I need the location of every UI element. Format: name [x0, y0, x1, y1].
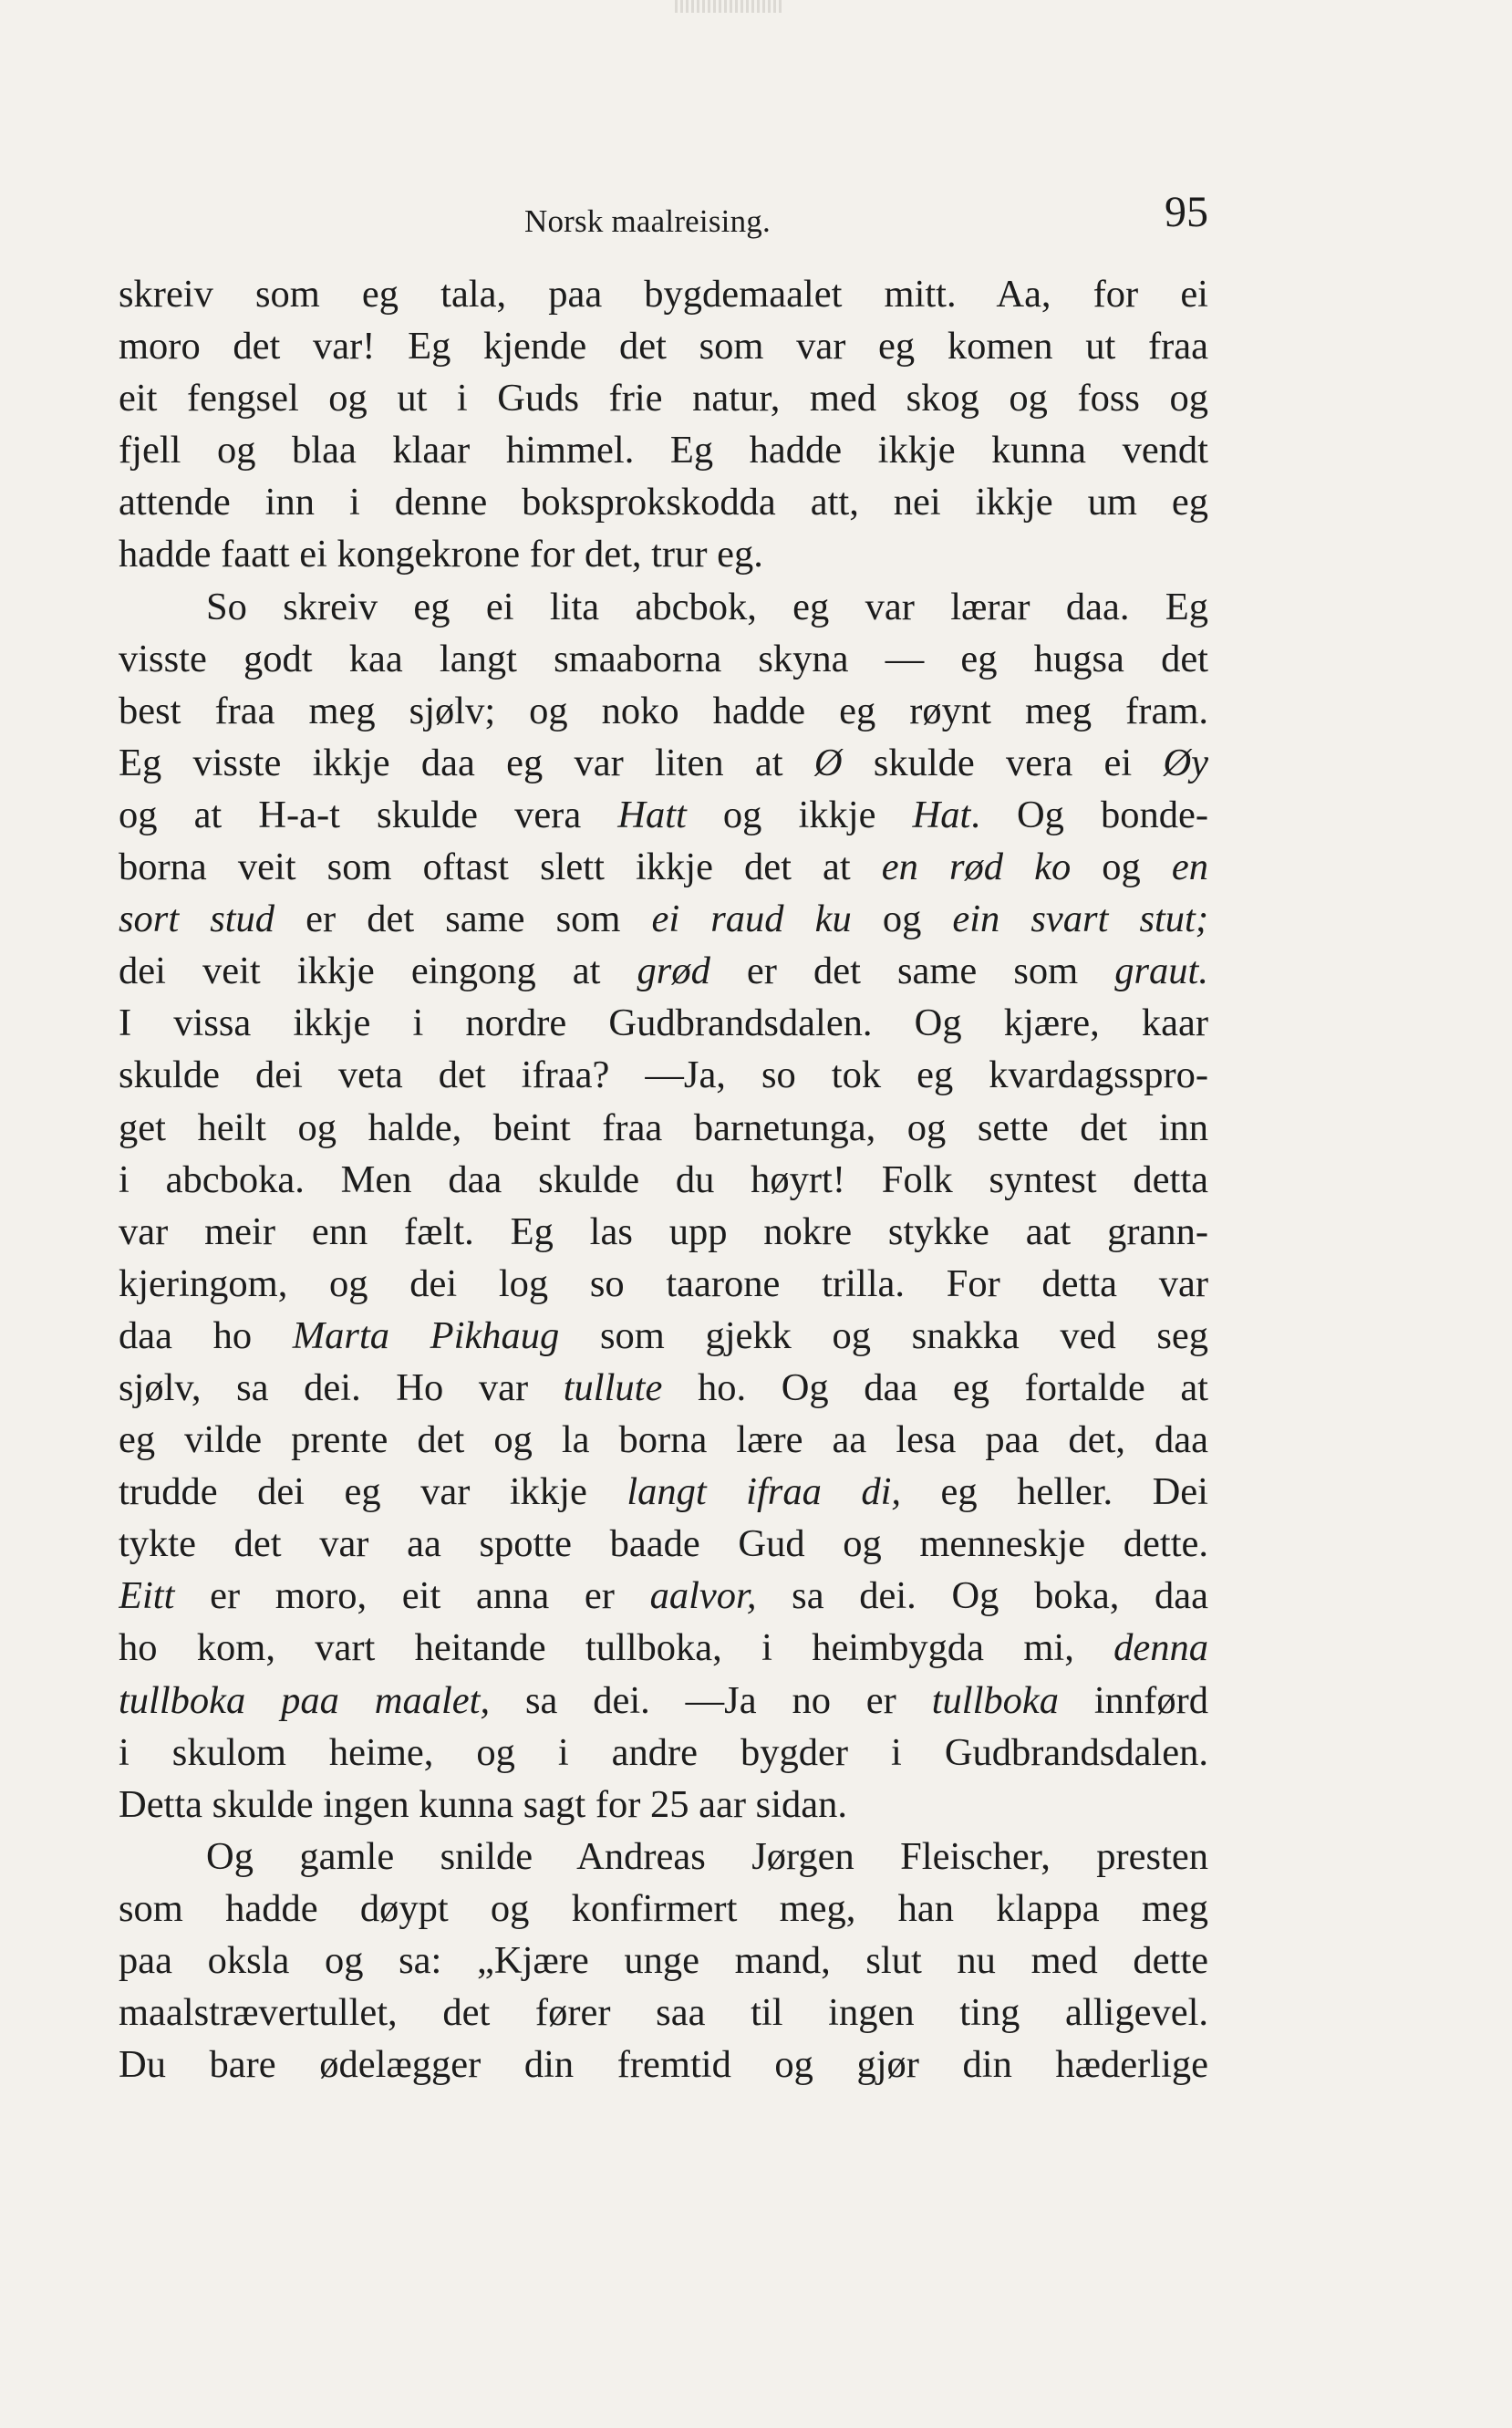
text-line: sort stud er det same som ei raud ku og ein svart stut;	[119, 898, 1208, 941]
text-line: visste godt kaa langt smaaborna skyna — eg hugsa det	[119, 637, 1208, 680]
text-line: og at H-a-t skulde vera Hatt og ikkje Hat. Og bonde-	[119, 793, 1208, 836]
text-line: i skulom heime, og i andre bygder i Gudbrandsdalen.	[119, 1730, 1208, 1774]
text-line: eit fengsel og ut i Guds frie natur, med skog og foss og	[119, 377, 1208, 420]
text-line: paa oksla og sa: „Kjære unge mand, slut nu med dette	[119, 1939, 1208, 1982]
page-header	[119, 187, 1208, 242]
scan-artifact	[675, 0, 784, 13]
text-line: i abcboka. Men daa skulde du høyrt! Folk syntest detta	[119, 1157, 1208, 1201]
text-line: Du bare ødelægger din fremtid og gjør din hæderlige	[119, 2043, 1208, 2087]
text-line: trudde dei eg var ikkje langt ifraa di, eg heller. Dei	[119, 1470, 1208, 1514]
text-line: attende inn i denne boksprokskodda att, nei ikkje um eg	[119, 481, 1208, 524]
text-line: tullboka paa maalet, sa dei. —Ja no er tullboka innførd	[119, 1678, 1208, 1722]
text-line: dei veit ikkje eingong at grød er det same som graut.	[119, 949, 1208, 993]
text-line: skreiv som eg tala, paa bygdemaalet mitt. Aa, for ei	[119, 273, 1208, 316]
text-line: hadde faatt ei kongekrone for det, trur eg.	[119, 533, 763, 576]
running-title: Norsk maalreising.	[524, 203, 771, 239]
text-line: fjell og blaa klaar himmel. Eg hadde ikkje kunna vendt	[119, 429, 1208, 472]
text-line: tykte det var aa spotte baade Gud og menneskje dette.	[119, 1522, 1208, 1566]
text-line: som hadde døypt og konfirmert meg, han klappa meg	[119, 1886, 1208, 1930]
page-number: 95	[1165, 188, 1208, 236]
text-line: I vissa ikkje i nordre Gudbrandsdalen. Og kjære, kaar	[119, 1001, 1208, 1045]
text-line: moro det var! Eg kjende det som var eg komen ut fraa	[119, 325, 1208, 368]
text-line: var meir enn fælt. Eg las upp nokre stykke aat grann-	[119, 1209, 1208, 1253]
text-line: Detta skulde ingen kunna sagt for 25 aar sidan.	[119, 1782, 848, 1826]
text-line: So skreiv eg ei lita abcbok, eg var lærar daa. Eg	[206, 585, 1208, 628]
text-line: Og gamle snilde Andreas Jørgen Fleischer, presten	[206, 1834, 1208, 1878]
text-line: eg vilde prente det og la borna lære aa lesa paa det, daa	[119, 1418, 1208, 1462]
text-line: daa ho Marta Pikhaug som gjekk og snakka ved seg	[119, 1313, 1208, 1357]
text-line: maalstrævertullet, det fører saa til ingen ting alligevel.	[119, 1991, 1208, 2035]
text-line: borna veit som oftast slett ikkje det at en rød ko og en	[119, 846, 1208, 889]
text-line: ho kom, vart heitande tullboka, i heimbygda mi, denna	[119, 1626, 1208, 1670]
text-line: best fraa meg sjølv; og noko hadde eg røynt meg fram.	[119, 689, 1208, 732]
text-line: get heilt og halde, beint fraa barnetunga, og sette det inn	[119, 1105, 1208, 1149]
text-line: kjeringom, og dei log so taarone trilla. For detta var	[119, 1261, 1208, 1305]
text-line: Eg visste ikkje daa eg var liten at Ø skulde vera ei Øy	[119, 741, 1208, 784]
body-text	[119, 268, 1208, 2091]
text-line: sjølv, sa dei. Ho var tullute ho. Og daa eg fortalde at	[119, 1365, 1208, 1409]
text-line: skulde dei veta det ifraa? —Ja, so tok eg kvardagsspro-	[119, 1053, 1208, 1097]
text-line: Eitt er moro, eit anna er aalvor, sa dei. Og boka, daa	[119, 1574, 1208, 1618]
